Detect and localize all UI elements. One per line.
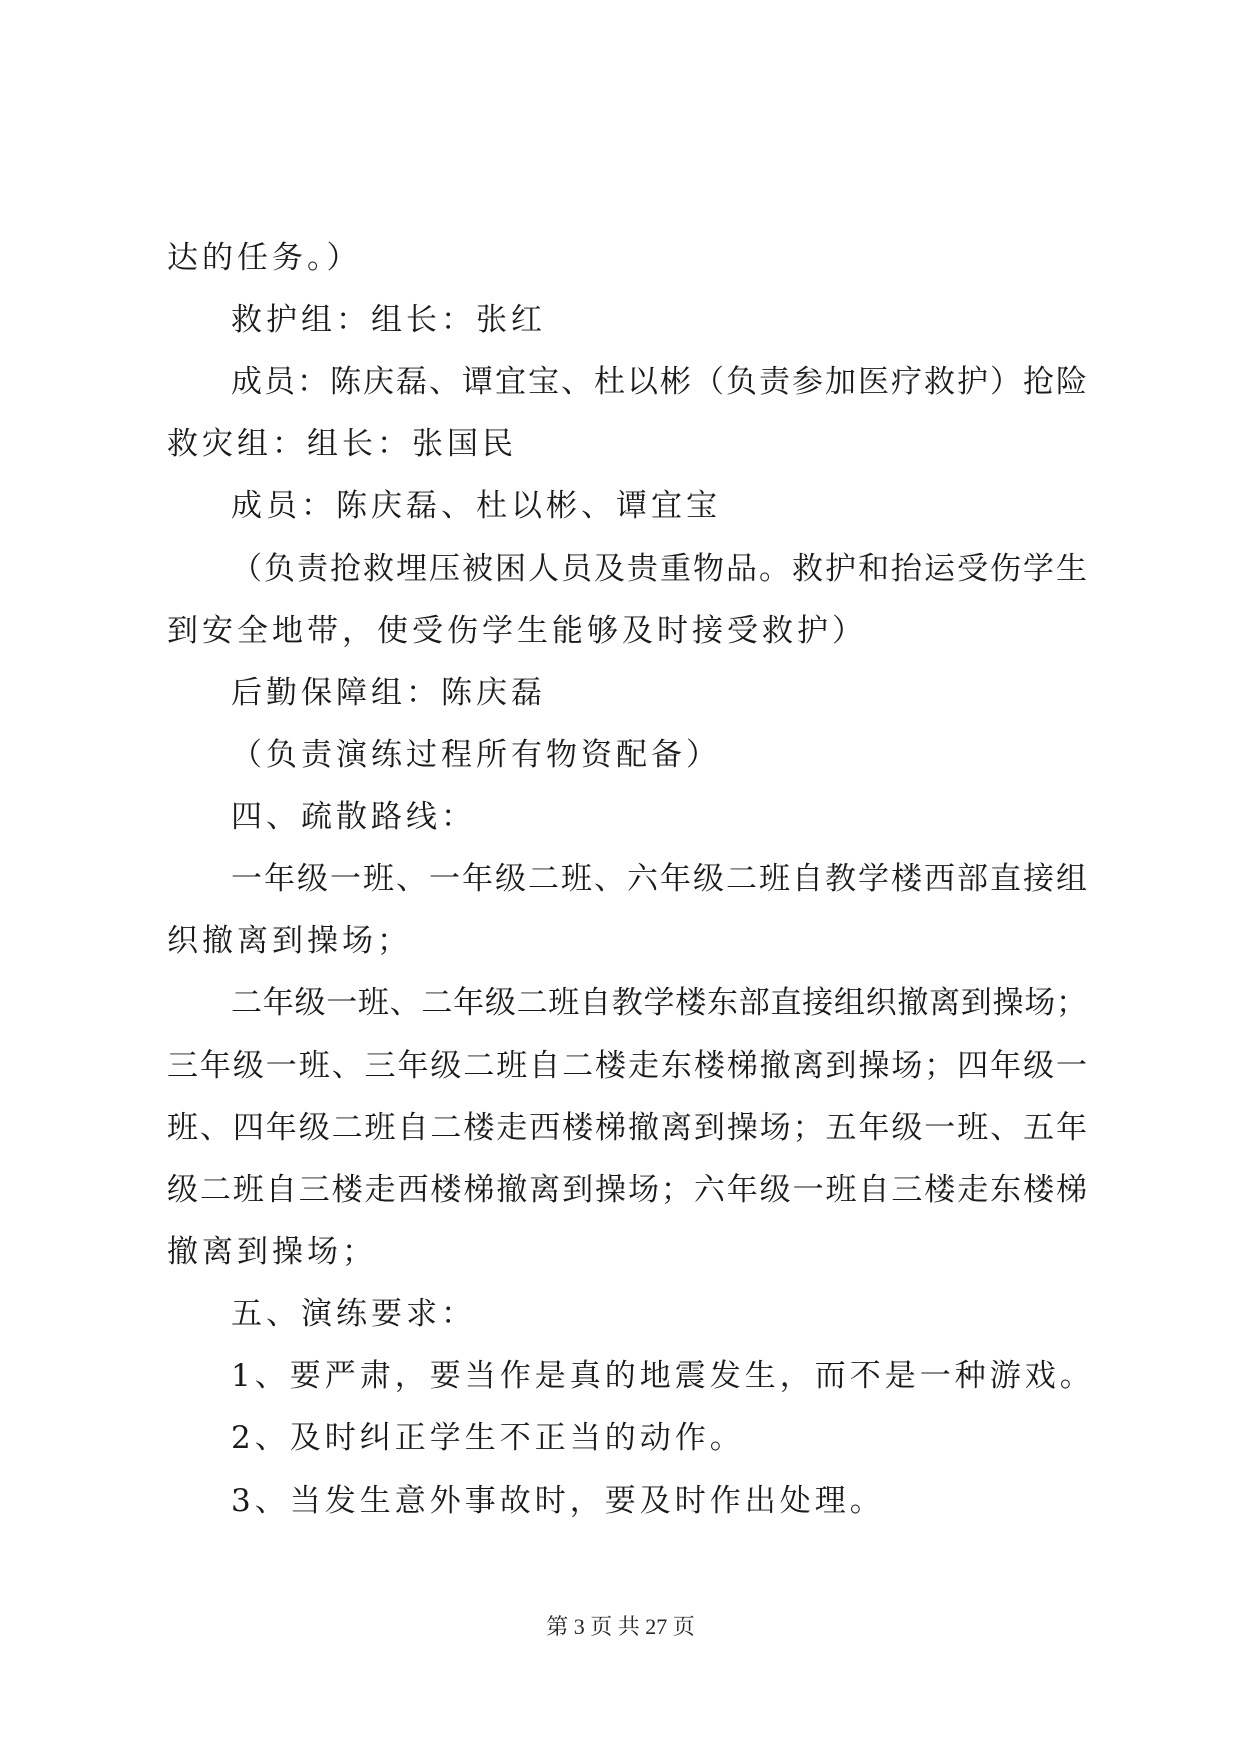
body-line-9: （负责演练过程所有物资配备） xyxy=(231,737,721,773)
page-number-footer: 第 3 页 共 27 页 xyxy=(546,1614,695,1639)
body-line-6: （负责抢救埋压被困人员及贵重物品。救护和抬运受伤学生 xyxy=(231,551,1087,587)
section-heading-requirements: 五、演练要求： xyxy=(231,1296,476,1332)
body-line-8: 后勤保障组：陈庆磊 xyxy=(231,675,546,711)
body-line-3: 成员：陈庆磊、谭宜宝、杜以彬（负责参加医疗救护）抢险 xyxy=(231,364,1087,400)
body-line-5: 成员：陈庆磊、杜以彬、谭宜宝 xyxy=(231,488,721,524)
body-line-16: 级二班自三楼走西楼梯撤离到操场；六年级一班自三楼走东楼梯 xyxy=(167,1172,1087,1208)
body-line-4: 救灾组：组长：张国民 xyxy=(167,426,517,462)
body-line-12: 织撤离到操场； xyxy=(167,923,412,959)
section-heading-evacuation: 四、疏散路线： xyxy=(231,799,476,835)
body-line-13: 二年级一班、二年级二班自教学楼东部直接组织撤离到操场； xyxy=(231,985,1087,1021)
body-line-11: 一年级一班、一年级二班、六年级二班自教学楼西部直接组 xyxy=(231,861,1087,897)
body-line-15: 班、四年级二班自二楼走西楼梯撤离到操场；五年级一班、五年 xyxy=(167,1110,1087,1146)
requirement-item-2: 2、及时纠正学生不正当的动作。 xyxy=(231,1420,745,1456)
requirement-item-1: 1、要严肃，要当作是真的地震发生，而不是一种游戏。 xyxy=(231,1358,1095,1394)
body-line-7: 到安全地带，使受伤学生能够及时接受救护） xyxy=(167,613,867,649)
body-line-14: 三年级一班、三年级二班自二楼走东楼梯撤离到操场；四年级一 xyxy=(167,1048,1087,1084)
body-line-17: 撤离到操场； xyxy=(167,1234,377,1270)
body-line-1: 达的任务。） xyxy=(167,240,362,276)
requirement-item-3: 3、当发生意外事故时，要及时作出处理。 xyxy=(231,1483,885,1519)
body-line-2: 救护组：组长：张红 xyxy=(231,302,546,338)
